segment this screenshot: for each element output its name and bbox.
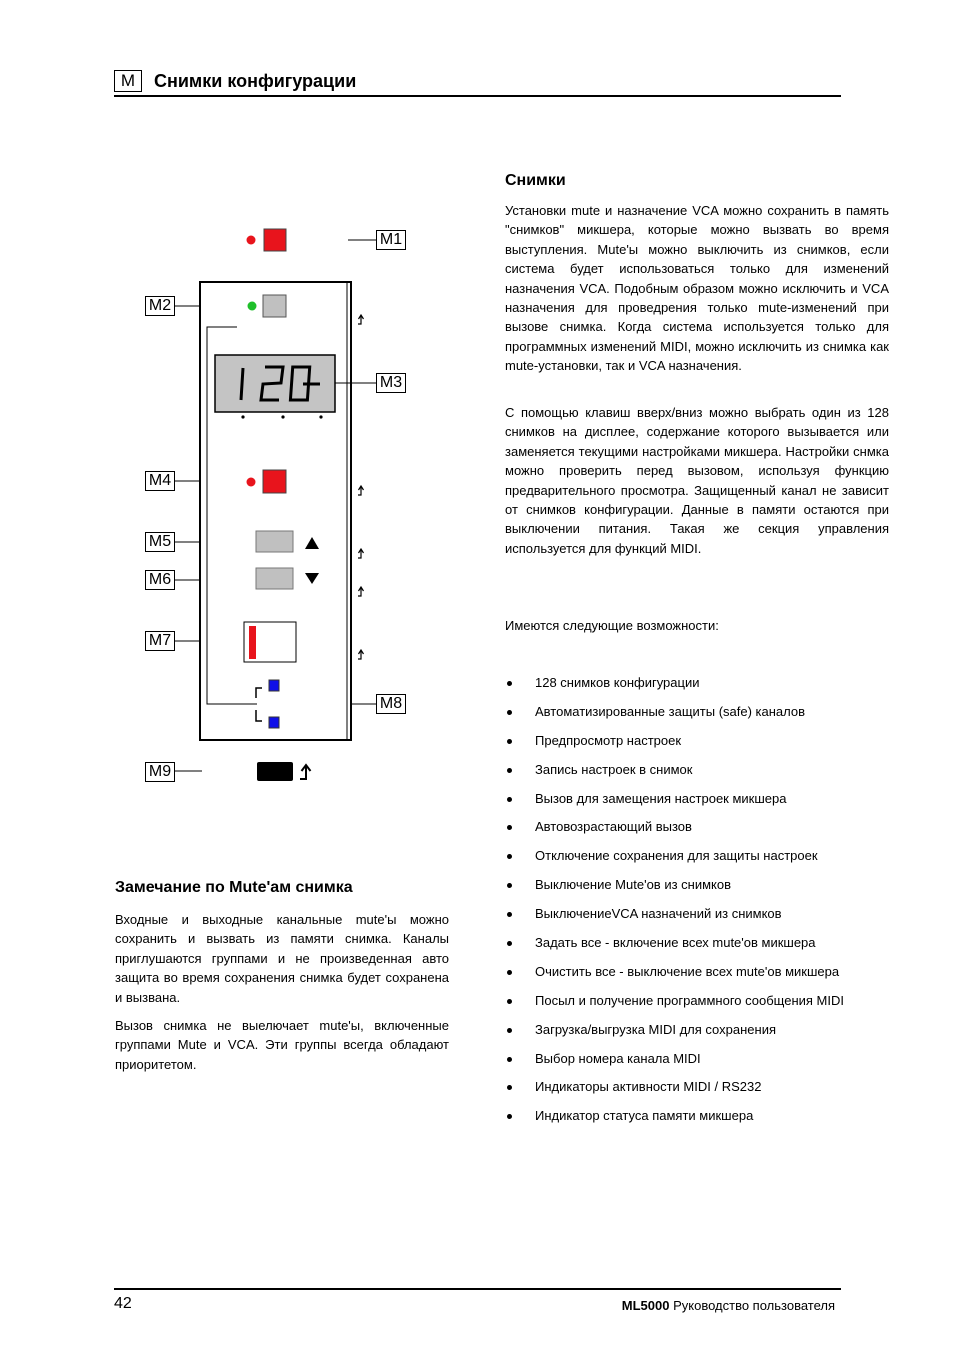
- list-item: Вызов для замещения настроек микшера: [505, 789, 895, 818]
- bullet-icon: [507, 1085, 512, 1090]
- panel-frame: [200, 282, 351, 740]
- shift-arrow-icon: [300, 765, 311, 779]
- list-item: Индикатор статуса памяти микшера: [505, 1106, 895, 1135]
- label-m5: M5: [145, 532, 175, 552]
- list-item: Предпросмотр настроек: [505, 731, 895, 760]
- list-item: Индикаторы активности MIDI / RS232: [505, 1077, 895, 1106]
- label-m7: M7: [145, 631, 175, 651]
- bullet-icon: [507, 883, 512, 888]
- page-number: 42: [114, 1295, 132, 1312]
- section-letter-box: M: [114, 70, 142, 92]
- note-heading: Замечание по Mute'ам снимка: [115, 879, 353, 896]
- bullet-icon: [507, 1114, 512, 1119]
- footer-rule: [114, 1288, 841, 1290]
- list-item: Автоматизированные защиты (safe) каналов: [505, 702, 895, 731]
- memory-status-bar: [249, 626, 256, 659]
- led-red-m1: [247, 236, 256, 245]
- footer-doc-title: [622, 1298, 835, 1313]
- list-item: Запись настроек в снимок: [505, 760, 895, 789]
- shift-button[interactable]: [257, 762, 293, 781]
- list-item: Загрузка/выгрузка MIDI для сохранения: [505, 1020, 895, 1049]
- bullet-icon: [507, 797, 512, 802]
- note-paragraph-1: Входные и выходные канальные mute'ы можно сохранить и вызвать из памяти снимка. Каналы приглушаются группами и не произведенная авто защита во время сохранения снимка будет сохранена и вызвана.: [115, 912, 449, 1005]
- label-m4: M4: [145, 471, 175, 491]
- snapshots-paragraph-1: Установки mute и назначение VCA можно сохранить в память "снимков" микшера, которые можно вызвать во время выступления. Mute'ы можно выключить из снимков, если система будет использоваться только для изменений назначения VCA. Подобным образом можно исключить и VCA назначения для проведрения только mute-изменений при вызове снимка. Когда система используется только для программных изменений MIDI, можно исключить из снимка как mute-установки, так и VCA назначения.: [505, 203, 889, 374]
- label-m1: M1: [376, 230, 406, 250]
- list-item: Выбор номера канала MIDI: [505, 1049, 895, 1078]
- shift-arrow-icons: [358, 315, 364, 659]
- bullet-icon: [507, 710, 512, 715]
- header-rule: [114, 95, 841, 97]
- page-title: Снимки конфигурации: [154, 71, 357, 91]
- label-m2: M2: [145, 296, 175, 316]
- product-name: ML5000: [621, 1298, 670, 1313]
- preview-button[interactable]: [263, 295, 286, 317]
- list-item: Автовозрастающий вызов: [505, 817, 895, 846]
- recall-button[interactable]: [263, 470, 286, 493]
- features-list: [505, 673, 895, 1135]
- label-m8: M8: [376, 694, 406, 714]
- led-green: [248, 302, 257, 311]
- down-button[interactable]: [256, 568, 293, 589]
- list-item: Отключение сохранения для защиты настроек: [505, 846, 895, 875]
- bullet-icon: [507, 854, 512, 859]
- list-item: ВыключениеVCA назначений из снимков: [505, 904, 895, 933]
- bullet-icon: [507, 1057, 512, 1062]
- doc-name: Руководство пользователя: [669, 1298, 835, 1313]
- label-m6: M6: [145, 570, 175, 590]
- led-blue-midi: [269, 680, 279, 691]
- bullet-icon: [507, 768, 512, 773]
- snapshots-paragraph-2: С помощью клавиш вверх/вниз можно выбрать один из 128 снимков на дисплее, содержание которого вызывается или заменяется текущими настройками микшера. Настройки снмка можно проверить перед вызовом, используя функцию предварительного просмотра. Защищенный канал не зависит от снимков конфигурации. Данные в памяти остаются при выключении питания. Такая же секция управления используется для функций MIDI.: [505, 405, 889, 556]
- arrow-up-icon: [305, 537, 319, 549]
- bullet-icon: [507, 825, 512, 830]
- bullet-icon: [507, 970, 512, 975]
- bullet-icon: [507, 999, 512, 1004]
- bullet-icon: [507, 941, 512, 946]
- list-item: Выключение Mute'ов из снимков: [505, 875, 895, 904]
- up-button[interactable]: [256, 531, 293, 552]
- bullet-icon: [507, 912, 512, 917]
- arrow-down-icon: [305, 573, 319, 584]
- snapshots-heading: Снимки: [505, 172, 566, 189]
- list-item: Задать все - включение всех mute'ов микшера: [505, 933, 895, 962]
- list-item: Посыл и получение программного сообщения MIDI: [505, 991, 895, 1020]
- list-item: Очистить все - выключение всех mute'ов микшера: [505, 962, 895, 991]
- bullet-icon: [507, 1028, 512, 1033]
- features-intro: Имеются следующие возможности:: [505, 618, 719, 633]
- bullet-icon: [507, 681, 512, 686]
- bullet-icon: [507, 739, 512, 744]
- label-m9: M9: [145, 762, 175, 782]
- led-red-m4: [247, 478, 256, 487]
- list-item: 128 снимков конфигурации: [505, 673, 895, 702]
- store-button[interactable]: [264, 229, 286, 251]
- led-blue-rs232: [269, 717, 279, 728]
- note-paragraph-2: Вызов снимка не выелючает mute'ы, включенные группами Mute и VCA. Эти группы всегда обладают приоритетом.: [115, 1018, 449, 1072]
- label-m3: M3: [376, 373, 406, 393]
